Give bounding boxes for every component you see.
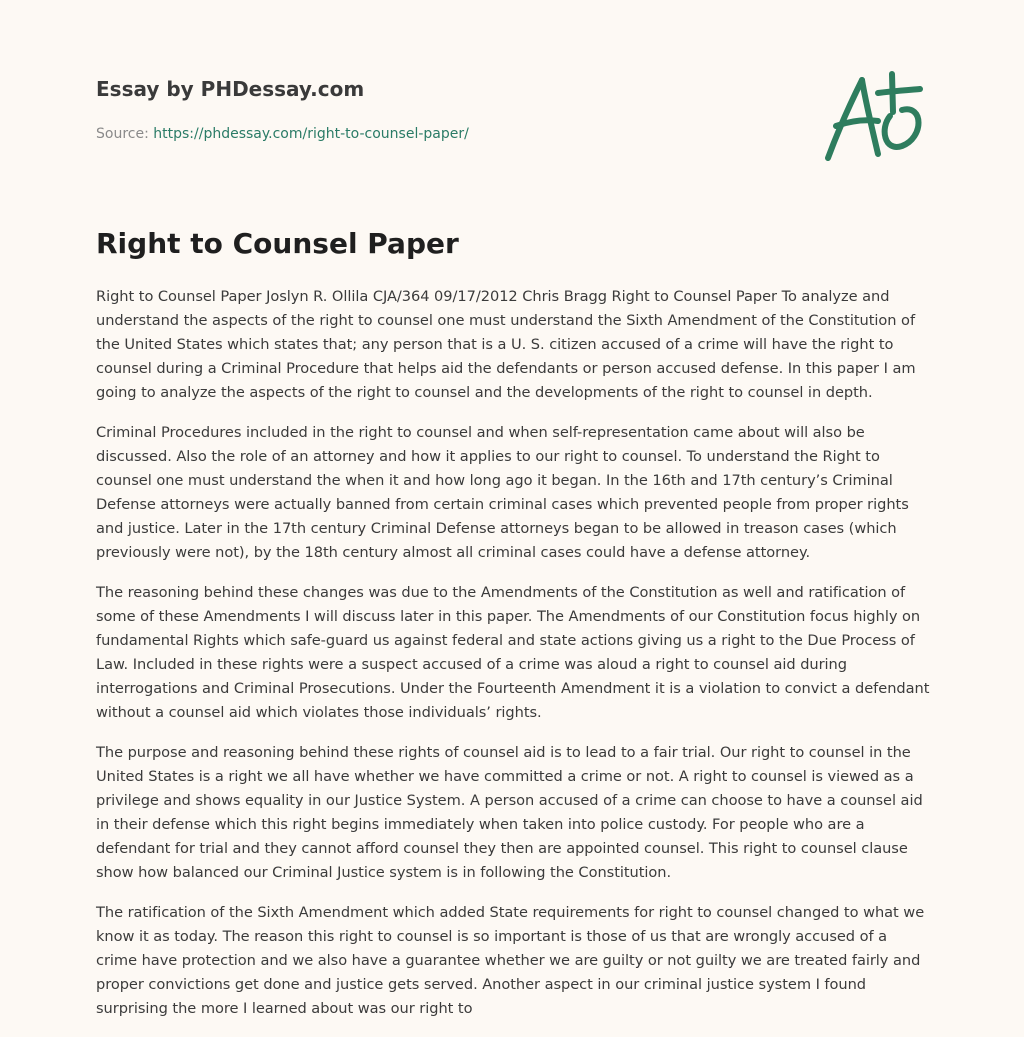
source-label: Source: [96,126,149,142]
source-link[interactable]: https://phdessay.com/right-to-counsel-paper/ [153,126,469,142]
essay-paragraph: The ratification of the Sixth Amendment which added State requirements for right to counsel changed to what we know it as today. The reason this right to counsel is so important is those of us that are wrongly accused of a crime have protection and we also have a guarantee whether we are guilty or not guilty we are treated fairly and proper convictions get done and justice gets served. Another aspect in our criminal justice system I found surprising the more I learned about was our right to [96,904,925,1017]
essay-paragraph: The purpose and reasoning behind these rights of counsel aid is to lead to a fair trial. Our right to counsel in the United States is a right we all have whether we have committed a crime or not. A right to counsel is viewed as a privilege and shows equality in our Justice System. A person accused of a crime can choose to have a counsel aid in their defense which this right begins immediately when taken into police custody. For people who are a defendant for trial and they cannot afford counsel they then are appointed counsel. This right to counsel clause show how balanced our Criminal Justice system is in following the Constitution. [96,744,923,881]
essay-title: Right to Counsel Paper [96,227,459,260]
site-title: Essay by PHDessay.com [96,77,365,101]
essay-body [96,285,931,1037]
essay-paragraph: The reasoning behind these changes was due to the Amendments of the Constitution as well and ratification of some of these Amendments I will discuss later in this paper. The Amendments of our Constitution focus highly on fundamental Rights which safe-guard us against federal and state actions giving us a right to the Due Process of Law. Included in these rights were a suspect accused of a crime was aloud a right to counsel aid during interrogations and Criminal Prosecutions. Under the Fourteenth Amendment it is a violation to convict a defendant without a counsel aid which violates those individuals’ rights. [96,584,930,721]
document-header [96,74,796,144]
source-line [96,124,796,144]
essay-paragraph: Right to Counsel Paper Joslyn R. Ollila CJA/364 09/17/2012 Chris Bragg Right to Counsel Paper To analyze and understand the aspects of the right to counsel one must understand the Sixth Amendment of the Constitution of the United States which states that; any person that is a U. S. citizen accused of a crime will have the right to counsel during a Criminal Procedure that helps aid the defendants or person accused defense. In this paper I am going to analyze the aspects of the right to counsel and the developments of the right to counsel in depth. [96,288,916,401]
a-plus-grade-logo-icon [820,66,930,166]
essay-paragraph: Criminal Procedures included in the right to counsel and when self-representation came about will also be discussed. Also the role of an attorney and how it applies to our right to counsel. To understand the Right to counsel one must understand the when it and how long ago it began. In the 16th and 17th century’s Criminal Defense attorneys were actually banned from certain criminal cases which prevented people from proper rights and justice. Later in the 17th century Criminal Defense attorneys began to be allowed in treason cases (which previously were not), by the 18th century almost all criminal cases could have a defense attorney. [96,424,909,561]
